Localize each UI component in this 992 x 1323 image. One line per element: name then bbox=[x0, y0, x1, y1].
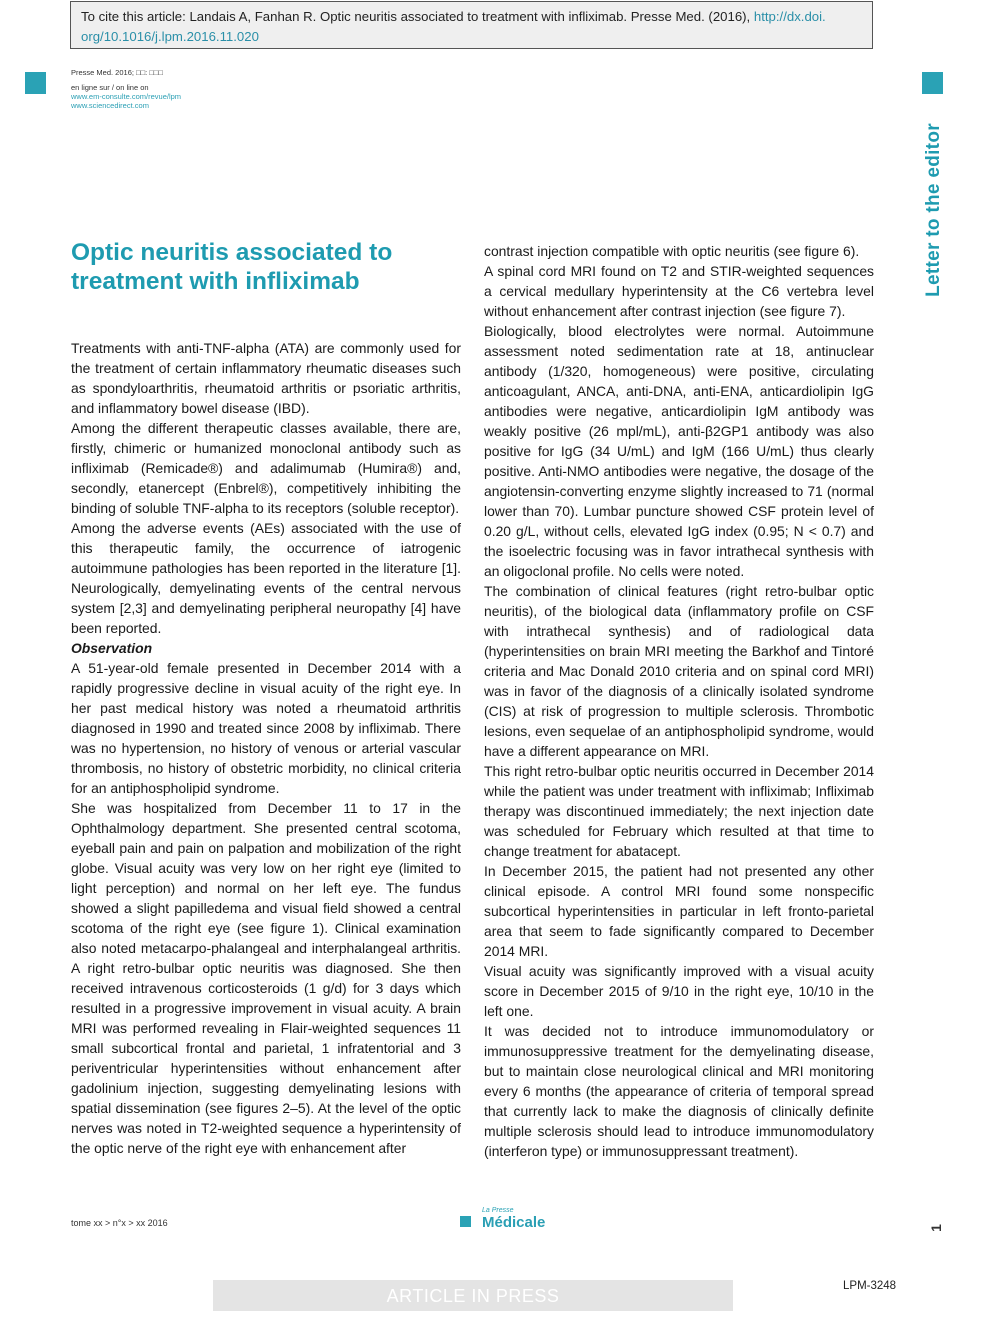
paragraph: This right retro-bulbar optic neuritis occurred in December 2014 while the patient was under treatment with infliximab; Infliximab therapy was discontinued immediately; the next injection date was scheduled for February which resulted at that time to change treatment for abatacept. bbox=[484, 763, 874, 859]
paragraph: It was decided not to introduce immunomodulatory or immunosuppressive treatment for the demyelinating disease, but to maintain close neurological clinical and MRI monitoring every 6 months (the appearance of criteria of temporal spread that currently lack to make the diagnosis of clinically definite multiple sclerosis should lead to introduce immunomodulatory (interferon type) or immunosuppressant treatment). bbox=[484, 1023, 874, 1159]
journal-link-emconsulte[interactable]: www.em-consulte.com/revue/lpm bbox=[71, 92, 182, 101]
left-corner-square bbox=[25, 72, 46, 94]
paragraph: Visual acuity was significantly improved with a visual acuity score in December 2015 of 9/10 in the right eye, 10/10 in the left one. bbox=[484, 963, 874, 1019]
article-title: Optic neuritis associated to treatment with infliximab bbox=[71, 239, 393, 295]
paragraph: Among the different therapeutic classes available, there are, firstly, chimeric or humanized monoclonal antibody such as infliximab (Remicade®) and adalimumab (Humira®) and, secondly, etanercept (Enbrel®), competitively inhibiting the binding of soluble TNF-alpha to its receptors (soluble receptor). bbox=[71, 420, 461, 516]
section-side-label bbox=[920, 115, 948, 305]
paragraph: Treatments with anti-TNF-alpha (ATA) are commonly used for the treatment of certain inflammatory rheumatic diseases such as spondyloarthritis, rheumatoid arthritis or psoriatic arthritis, and inflammatory bowel disease (IBD). bbox=[71, 340, 461, 416]
citation-box bbox=[70, 1, 873, 49]
logo-square bbox=[460, 1216, 471, 1227]
logo-main-text: Médicale bbox=[482, 1214, 546, 1231]
paragraph: The combination of clinical features (right retro-bulbar optic neuritis), of the biological data (inflammatory profile on CSF with intrathecal synthesis) and of radiological data (hyperintensities on brain MRI meeting the Barkhof and Tintoré criteria and Mac Donald 2010 criteria and on spinal cord MRI) was in favor of the diagnosis of a clinically isolated syndrome (CIS) at risk of progression to multiple sclerosis. Thrombotic lesions, even sequelae of an antiphospholipid syndrome, would have a different appearance on MRI. bbox=[484, 583, 874, 759]
paragraph: Biologically, blood electrolytes were normal. Autoimmune assessment noted sedimentation rate at 18, antinuclear antibody (1/320, homogeneous) were positive, circulating anticoagulant, ANCA, anti-DNA, anti-ENA, anticardiolipin IgG antibodies were negative, anticardiolipin IgM antibody was weakly positive (26 mpl/mL), anti-β2GP1 antibody was also positive for IgG (34 U/mL) and IgM (166 U/mL) thus clearly positive. Anti-NMO antibodies were negative, the dosage of the angiotensin-converting enzyme slightly increased to 71 (normal lower than 70). Lumbar puncture showed CSF protein level of 0.20 g/L, without cells, elevated IgG index (0.95; N < 0.7) and the isoelectric focusing was in favor intrathecal synthesis with an oligoclonal profile. No cells were noted. bbox=[484, 323, 874, 579]
paragraph: In December 2015, the patient had not presented any other clinical episode. A control MRI found some nonspecific subcortical hyperintensities in particular in left fronto-parietal area that seem to fade significantly compared to December 2014 MRI. bbox=[484, 863, 874, 959]
paragraph: contrast injection compatible with optic neuritis (see figure 6). bbox=[484, 243, 860, 259]
journal-meta bbox=[71, 68, 181, 110]
journal-logo bbox=[460, 1207, 545, 1230]
journal-ref: Presse Med. 2016; □□: □□□ bbox=[71, 68, 163, 77]
article-code: LPM-3248 bbox=[843, 1280, 897, 1292]
right-corner-square bbox=[922, 72, 943, 94]
page-number bbox=[926, 1218, 946, 1238]
doi-link-part2[interactable]: org/10.1016/j.lpm.2016.11.020 bbox=[81, 29, 259, 44]
paragraph: She was hospitalized from December 11 to 17 in the Ophthalmology department. She presented central scotoma, eyeball pain and pain on palpation and mobilization of the right globe. Visual acuity was very low on her right eye (limited to light perception) and normal on her left eye. The fundus showed a slight papilledema and visual field showed a central scotoma of the right eye (see figure 1). Clinical examination also noted metacarpo-phalangeal and interphalangeal arthritis. A right retro-bulbar optic neuritis was diagnosed. She then received intravenous corticosteroids (1 g/d) for 3 days which resulted in a progressive improvement in visual acuity. A brain MRI was performed revealing in Flair-weighted sequences 11 small subcortical frontal and parietal, 1 infratentorial and 3 periventricular hyperintensities without enhancement after gadolinium injection, suggesting demyelinating lesions with spatial dissemination (see figures 2–5). At the level of the optic nerves was noted in T2-weighted sequence a hyperintensity of the optic nerve of the right eye with enhancement after bbox=[71, 800, 461, 1156]
article-in-press-banner: ARTICLE IN PRESS bbox=[213, 1280, 733, 1311]
journal-link-sciencedirect[interactable]: www.sciencedirect.com bbox=[71, 101, 149, 110]
right-column bbox=[484, 241, 874, 1161]
left-column bbox=[71, 338, 461, 1158]
paragraph: A 51-year-old female presented in December 2014 with a rapidly progressive decline in visual acuity of the right eye. In her past medical history was noted a rheumatoid arthritis diagnosed in 1990 and treated since 2008 by infliximab. There was no hypertension, no history of venous or arterial vascular thrombosis, no history of obstetric morbidity, no clinical criteria for an antiphospholipid syndrome. bbox=[71, 660, 461, 796]
issue-info: tome xx > n°x > xx 2016 bbox=[71, 1218, 168, 1228]
page-number-text: 1 bbox=[927, 1224, 944, 1232]
citation-text: To cite this article: Landais A, Fanhan R. Optic neuritis associated to treatment with infliximab. Presse Med. (2016), bbox=[81, 9, 754, 24]
section-label-text: Letter to the editor bbox=[923, 123, 944, 297]
doi-link-part1[interactable]: http://dx.doi. bbox=[753, 9, 826, 24]
section-heading: Observation bbox=[71, 640, 153, 656]
logo-small-text: La Presse bbox=[482, 1207, 514, 1214]
online-label: en ligne sur / on line on bbox=[71, 83, 149, 92]
paragraph: A spinal cord MRI found on T2 and STIR-weighted sequences a cervical medullary hyperintensity at the C6 vertebra level without enhancement after contrast injection (see figure 7). bbox=[484, 263, 874, 319]
paragraph: Among the adverse events (AEs) associated with the use of this therapeutic family, the occurrence of iatrogenic autoimmune pathologies has been reported in the literature [1]. Neurologically, demyelinating events of the central nervous system [2,3] and demyelinating peripheral neuropathy [4] have been reported. bbox=[71, 520, 461, 636]
